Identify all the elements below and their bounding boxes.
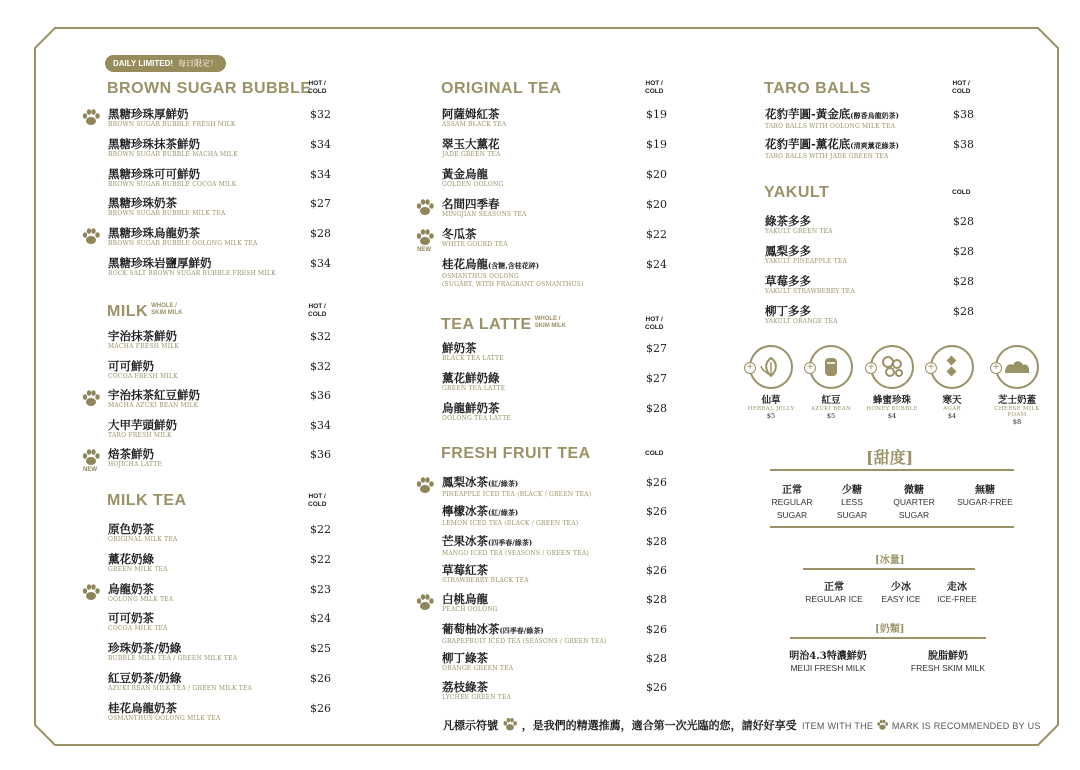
- option-en: REGULAR ICE: [805, 594, 863, 604]
- item-price: $26: [646, 563, 667, 577]
- hot-cold-label: HOT / COLD: [308, 80, 327, 95]
- sweetness-title: [甜度]: [866, 448, 914, 467]
- section-title: MILK: [107, 303, 149, 320]
- item-price: $27: [310, 197, 331, 211]
- item-note: (四季春/綠茶): [499, 625, 544, 635]
- section-subtitle: WHOLE / SKIM MILK: [151, 303, 183, 316]
- item-name-zh: 葡萄柚冰茶(四季春/綠茶): [442, 621, 544, 636]
- section-fresh-fruit-tea: [441, 445, 591, 463]
- item-price: $20: [646, 168, 667, 181]
- paw-icon: [81, 389, 101, 412]
- item-name-en: LYCHEE GREEN TEA: [442, 694, 512, 702]
- topping-price: $4: [887, 412, 897, 420]
- item-name-zh: 鮮奶茶: [442, 341, 477, 355]
- option-zh: 正常: [782, 485, 802, 496]
- item-name-en: OOLONG MILK TEA: [108, 595, 174, 603]
- section-original-tea: [441, 80, 561, 98]
- item-name-zh: 草莓多多: [765, 274, 811, 288]
- topping-name-en: HONEY BUBBLE: [866, 406, 918, 412]
- option-zh: 正常: [824, 582, 844, 593]
- item-name-en: MACHA AZUKI BEAN MILK: [108, 402, 199, 409]
- hot-cold-label: HOT / COLD: [952, 80, 971, 95]
- section-taro-balls: [764, 80, 871, 98]
- section-milk-tea: [107, 492, 187, 510]
- section-title: TARO BALLS: [764, 80, 871, 97]
- item-name-en: ORIGINAL MILK TEA: [108, 536, 178, 543]
- hot-cold-label: HOT / COLD: [308, 493, 327, 508]
- item-name-en: BUBBLE MILK TEA / GREEN MILK TEA: [108, 655, 238, 663]
- paw-icon: [81, 227, 101, 250]
- item-name-en: COCOA MILK TEA: [108, 625, 168, 633]
- plus-icon: +: [990, 362, 1002, 374]
- item-name-zh: 檸檬冰茶(紅/綠茶): [442, 504, 519, 519]
- item-note: (含糖,含桂花碎): [488, 261, 540, 270]
- option-zh: 明治4.3特濃鮮奶: [789, 651, 867, 662]
- plus-icon: +: [804, 362, 816, 374]
- topping-name-zh: 蜂蜜珍珠: [872, 395, 911, 406]
- plus-icon: +: [925, 362, 937, 374]
- item-price: $28: [953, 275, 974, 288]
- item-name-zh: 黑糖珍珠岩鹽厚鮮奶: [108, 256, 212, 270]
- item-price: $38: [953, 108, 974, 121]
- option-en: QUARTER SUGAR: [893, 497, 935, 520]
- paw-icon: [502, 717, 518, 732]
- item-price: $24: [646, 258, 667, 271]
- item-name-en: ASSAM BLACK TEA: [442, 121, 507, 128]
- item-name-en: BLACK TEA LATTE: [442, 355, 504, 362]
- option-en: EASY ICE: [881, 594, 921, 604]
- section-milk: [107, 301, 182, 321]
- ice-title: [冰量]: [875, 555, 905, 566]
- item-price: $22: [310, 523, 331, 536]
- topping-herbal-jelly: [741, 345, 801, 420]
- item-name-zh: 荔枝綠茶: [442, 680, 488, 695]
- section-title: FRESH FRUIT TEA: [441, 445, 591, 462]
- option: [900, 647, 996, 675]
- item-price: $34: [310, 418, 331, 432]
- topping-azuki-bean: [801, 345, 861, 420]
- topping-name-zh: 寒天: [942, 395, 962, 406]
- divider: [770, 526, 1014, 528]
- section-brown-sugar-bubble: [107, 80, 312, 98]
- item-price: $28: [646, 593, 667, 607]
- section-title: BROWN SUGAR BUBBLE: [107, 80, 312, 97]
- section-tea-latte: [441, 314, 566, 334]
- topping-honey-bubble: [862, 345, 922, 420]
- item-name-en: PEACH OOLONG: [442, 606, 498, 614]
- option-en: SUGAR-FREE: [957, 497, 1013, 507]
- item-name-en: COCOA FRESH MILK: [108, 372, 178, 380]
- paw-icon: [81, 583, 101, 606]
- item-price: $20: [646, 198, 667, 211]
- item-name-zh: 桂花烏龍奶茶: [108, 700, 177, 715]
- option-en: MEIJI FRESH MILK: [790, 663, 866, 673]
- item-name-en: GREEN TEA LATTE: [442, 385, 506, 392]
- item-name-zh: 烏龍鮮奶茶: [442, 401, 500, 415]
- item-price: $34: [310, 257, 331, 270]
- section-subtitle: WHOLE / SKIM MILK: [534, 316, 567, 329]
- item-price: $28: [953, 245, 974, 258]
- item-name-en: BROWN SUGAR BUBBLE FRESH MILK: [108, 121, 236, 128]
- item-name-en: BROWN SUGAR BUBBLE MILK TEA: [108, 210, 226, 218]
- item-name-en: ORANGE GREEN TEA: [442, 664, 514, 672]
- item-price: $32: [310, 359, 331, 373]
- item-name-zh: 花豹芋圓-黃金底(醇香烏龍奶茶): [765, 107, 899, 121]
- option-zh: 微糖: [904, 485, 924, 496]
- item-note: (紅/綠茶): [488, 508, 519, 518]
- paw-icon: [415, 198, 435, 221]
- item-name-zh: 翠玉大薰花: [442, 137, 500, 151]
- item-price: $26: [646, 622, 667, 636]
- topping-name-en: CHEESE MILK FOAM: [994, 406, 1040, 418]
- item-name-zh: 冬瓜茶: [442, 227, 477, 241]
- option: [884, 481, 944, 522]
- item-name-zh: 柳丁綠茶: [442, 650, 488, 665]
- item-name-en: ROCK SALT BROWN SUGAR BUBBLE FRESH MILK: [108, 270, 276, 277]
- item-price: $24: [310, 612, 331, 626]
- item-name-zh: 可可鮮奶: [108, 358, 154, 373]
- option-zh: 少糖: [842, 485, 862, 496]
- item-price: $28: [310, 227, 331, 241]
- new-label: NEW: [417, 247, 431, 253]
- item-price: $28: [953, 215, 974, 228]
- option-en: ICE-FREE: [937, 594, 977, 604]
- item-name-en: GRAPEFRUIT ICED TEA (SEASONS / GREEN TEA): [442, 637, 607, 645]
- item-name-en: YAKULT GREEN TEA: [765, 228, 833, 235]
- item-price: $28: [953, 305, 974, 318]
- item-price: $34: [310, 167, 331, 181]
- section-title: YAKULT: [764, 184, 830, 201]
- item-price: $26: [310, 672, 331, 685]
- item-price: $26: [310, 701, 331, 715]
- item-name-zh: 黑糖珍珠奶茶: [108, 196, 177, 211]
- divider: [770, 469, 1014, 471]
- item-price: $32: [310, 330, 331, 343]
- plus-icon: +: [744, 362, 756, 374]
- topping-name-en: HERBAL JELLY: [747, 406, 795, 412]
- item-name-zh: 珍珠奶茶/奶綠: [108, 641, 182, 656]
- hot-cold-label: HOT / COLD: [308, 303, 327, 318]
- item-name-zh: 桂花烏龍(含糖,含桂花碎): [442, 257, 540, 271]
- item-price: $22: [310, 552, 331, 566]
- section-title: MILK TEA: [107, 492, 187, 509]
- option-en: REGULAR SUGAR: [771, 497, 813, 520]
- topping-price: $5: [766, 412, 776, 420]
- item-name-en: LEMON ICED TEA (BLACK / GREEN TEA): [442, 520, 579, 528]
- item-price: $23: [310, 582, 331, 596]
- item-name-en: OSMANTHUS OOLONG MILK TEA: [108, 714, 221, 722]
- item-name-en: TARO BALLS WITH JADE GREEN TEA: [765, 153, 889, 160]
- section-yakult: [764, 184, 829, 202]
- item-name-en: JADE GREEN TEA: [442, 151, 501, 158]
- option: [798, 578, 870, 606]
- item-name-zh: 大甲芋頭鮮奶: [108, 417, 177, 432]
- item-name-en: WHITE GOURD TEA: [442, 241, 508, 248]
- new-label: NEW: [83, 467, 97, 473]
- item-name-zh: 鳳梨冰茶(紅/綠茶): [442, 475, 519, 489]
- item-price: $36: [310, 448, 331, 461]
- topping-name-en: AZUKI BEAN: [810, 406, 852, 412]
- item-name-en: MANGO ICED TEA (SEASONS / GREEN TEA): [442, 549, 589, 557]
- option: [762, 481, 822, 522]
- item-name-en: HOJICHA LATTE: [108, 461, 163, 468]
- item-name-zh: 黑糖珍珠抹茶鮮奶: [108, 136, 200, 151]
- item-price: $25: [310, 642, 331, 656]
- item-price: $26: [646, 505, 667, 519]
- item-price: $28: [646, 402, 667, 415]
- option-en: LESS SUGAR: [836, 497, 868, 520]
- item-name-en: BROWN SUGAR BUBBLE OOLONG MILK TEA: [108, 240, 258, 248]
- topping-name-en: AGAR: [943, 406, 961, 412]
- option: [955, 481, 1015, 509]
- item-name-zh: 綠茶多多: [765, 214, 811, 228]
- item-name-en: OOLONG TEA LATTE: [442, 415, 511, 422]
- plus-icon: +: [865, 362, 877, 374]
- item-name-zh: 柳丁多多: [765, 304, 811, 318]
- item-name-zh: 宇治抹茶紅豆鮮奶: [108, 388, 200, 402]
- item-name-zh: 可可奶茶: [108, 611, 154, 626]
- item-price: $28: [646, 651, 667, 665]
- topping-price: $4: [947, 412, 957, 420]
- option: [780, 647, 876, 675]
- item-price: $34: [310, 137, 331, 151]
- item-price: $26: [646, 476, 667, 489]
- item-name-en: GOLDEN OOLONG: [442, 181, 504, 188]
- divider: [790, 637, 986, 639]
- item-name-zh: 薰花鮮奶綠: [442, 371, 500, 385]
- topping-name-zh: 仙草: [761, 395, 781, 406]
- cold-label: COLD: [645, 450, 664, 457]
- item-price: $27: [646, 372, 667, 385]
- item-name-zh: 阿薩姆紅茶: [442, 107, 500, 121]
- divider: [803, 568, 975, 570]
- paw-icon: [81, 108, 101, 131]
- item-price: $19: [646, 138, 667, 151]
- item-name-en: AZUKI BEAN MILK TEA / GREEN MILK TEA: [108, 685, 253, 692]
- item-name-en: GREEN MILK TEA: [108, 565, 168, 573]
- item-name-en-extra: (SUGARY, WITH FRAGRANT OSMANTHUS): [442, 281, 584, 288]
- item-name-zh: 原色奶茶: [108, 522, 154, 536]
- option: [822, 481, 882, 522]
- item-name-zh: 宇治抹茶鮮奶: [108, 329, 177, 343]
- item-name-zh: 烏龍奶茶: [108, 581, 154, 596]
- option-zh: 走冰: [947, 582, 967, 593]
- item-price: $22: [646, 228, 667, 241]
- item-name-en: PINEAPPLE ICED TEA (BLACK / GREEN TEA): [442, 491, 592, 498]
- item-price: $36: [310, 389, 331, 402]
- section-title: TEA LATTE: [441, 316, 532, 333]
- item-name-zh: 草莓紅茶: [442, 562, 488, 577]
- section-title: ORIGINAL TEA: [441, 80, 562, 97]
- topping-agar: [922, 345, 982, 420]
- option: [921, 578, 993, 606]
- footer-note-zh: 凡標示符號 ，是我們的精選推薦，適合第一次光臨的您，請好好享受: [443, 719, 797, 732]
- paw-icon: [415, 476, 435, 499]
- option-zh: 少冰: [891, 582, 911, 593]
- topping-cheese-foam: [987, 345, 1047, 426]
- item-name-zh: 白桃烏龍: [442, 592, 488, 607]
- item-name-en: MINGJIAN SEASONS TEA: [442, 211, 527, 218]
- item-price: $32: [310, 108, 331, 121]
- hot-cold-label: HOT / COLD: [645, 80, 664, 95]
- item-name-en: BROWN SUGAR BUBBLE COCOA MILK: [108, 180, 237, 188]
- cold-label: COLD: [952, 189, 971, 196]
- option-zh: 脫脂鮮奶: [928, 651, 968, 662]
- paw-icon: [876, 719, 889, 731]
- item-price: $26: [646, 681, 667, 695]
- option-zh: 無糖: [975, 485, 995, 496]
- item-note: (清爽薰花綠茶): [850, 141, 899, 150]
- item-name-en: YAKULT PINEAPPLE TEA: [765, 258, 847, 265]
- item-name-zh: 薰花奶綠: [108, 551, 154, 566]
- paw-icon: [415, 593, 435, 616]
- item-price: $19: [646, 108, 667, 121]
- item-name-en: TARO BALLS WITH OOLONG MILK TEA: [765, 123, 896, 130]
- item-name-zh: 焙茶鮮奶: [108, 447, 154, 461]
- topping-price: $5: [826, 412, 836, 420]
- item-name-en: OSMANTHUS OOLONG: [442, 273, 520, 280]
- item-name-zh: 鳳梨多多: [765, 244, 811, 258]
- item-name-zh: 花豹芋圓-薰花底(清爽薰花綠茶): [765, 137, 899, 151]
- hot-cold-label: HOT / COLD: [645, 316, 664, 331]
- item-name-en: YAKULT STRAWBERRY TEA: [765, 288, 855, 295]
- item-name-zh: 紅豆奶茶/奶綠: [108, 671, 182, 685]
- item-price: $27: [646, 342, 667, 355]
- item-name-en: YAKULT ORANGE TEA: [765, 318, 838, 325]
- daily-limited-badge: DAILY LIMITED! 每日限定！: [105, 55, 226, 72]
- item-price: $38: [953, 138, 974, 151]
- item-name-en: BROWN SUGAR BUBBLE MACHA MILK: [108, 150, 238, 158]
- item-note: (醇香烏龍奶茶): [850, 111, 899, 120]
- item-name-en: TARO FRESH MILK: [108, 431, 172, 439]
- topping-name-zh: 紅豆: [821, 395, 841, 406]
- item-price: $28: [646, 534, 667, 548]
- item-name-zh: 黑糖珍珠厚鮮奶: [108, 107, 189, 121]
- topping-name-zh: 芝士奶蓋: [997, 395, 1036, 406]
- item-note: (四季春/綠茶): [488, 537, 533, 547]
- option-en: FRESH SKIM MILK: [910, 663, 986, 673]
- item-name-zh: 黑糖珍珠可可鮮奶: [108, 166, 200, 181]
- topping-price: $8: [1012, 418, 1022, 426]
- item-note: (紅/綠茶): [488, 479, 519, 488]
- item-name-zh: 黃金烏龍: [442, 167, 488, 181]
- item-name-en: STRAWBERRY BLACK TEA: [442, 576, 529, 584]
- item-name-en: MACHA FRESH MILK: [108, 343, 180, 350]
- item-name-zh: 芒果冰茶(四季春/綠茶): [442, 533, 533, 548]
- footer-note-en: ITEM WITH THE MARK IS RECOMMENDED BY US: [802, 721, 1041, 731]
- item-name-zh: 名間四季春: [442, 197, 500, 211]
- item-name-zh: 黑糖珍珠烏龍奶茶: [108, 226, 200, 241]
- milk-type-title: [奶類]: [875, 624, 905, 635]
